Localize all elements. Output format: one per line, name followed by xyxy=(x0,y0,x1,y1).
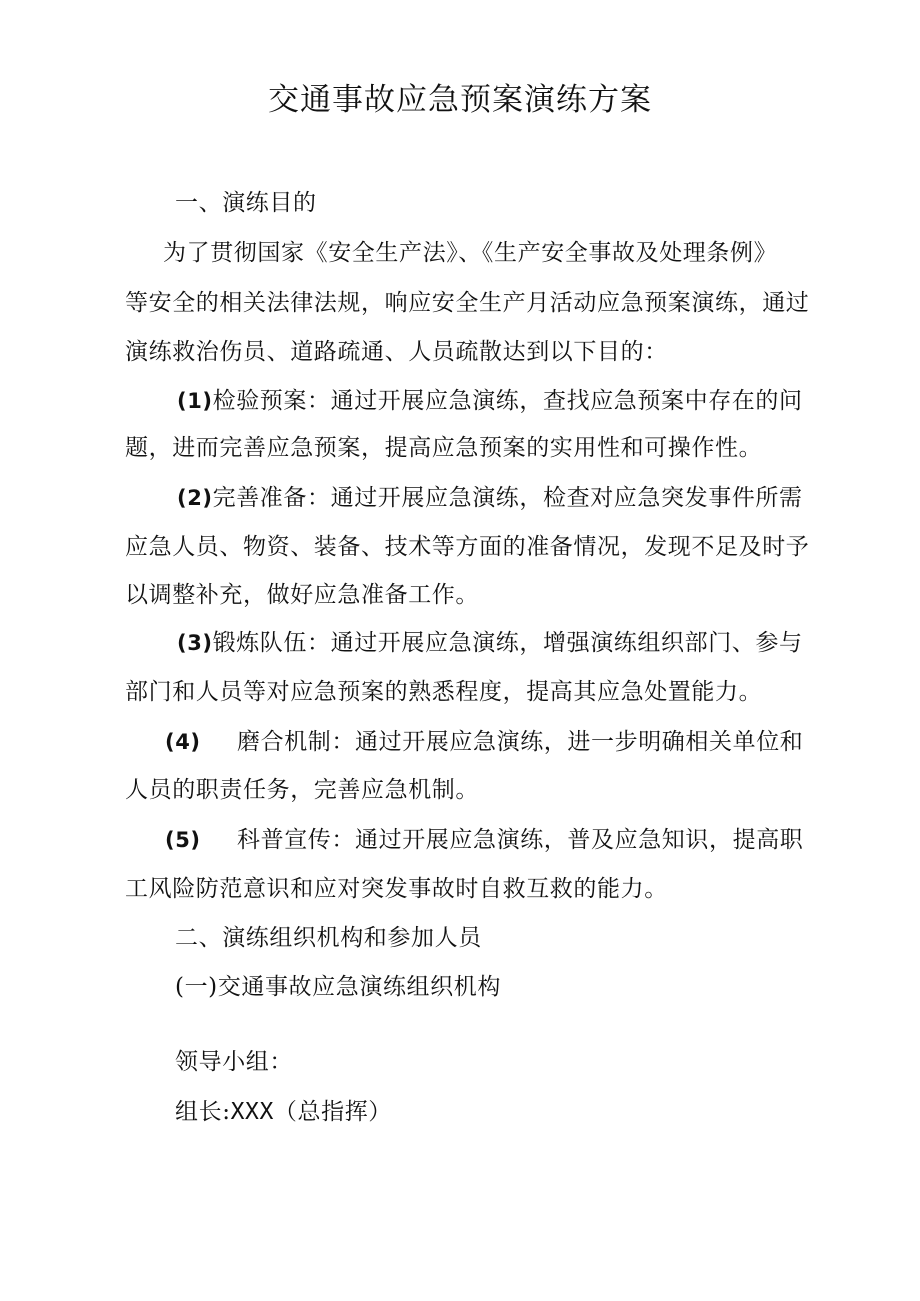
list-item-4-number: (4) xyxy=(165,730,201,754)
list-item-1-number: (1) xyxy=(177,389,213,413)
list-item-5-number: (5) xyxy=(165,828,201,852)
leader-role: （总指挥） xyxy=(273,1099,392,1125)
list-item-5-line-2: 工风险防范意识和应对突发事故时自救互救的能力。 xyxy=(125,876,668,902)
list-item-4-text: 磨合机制：通过开展应急演练，进一步明确相关单位和 xyxy=(237,729,804,755)
list-item-2-line-1 xyxy=(177,481,803,515)
subsection-heading-organization: (一)交通事故应急演练组织机构 xyxy=(175,974,501,1000)
list-item-4-line-2: 人员的职责任务，完善应急机制。 xyxy=(125,777,479,803)
list-item-2-line-3: 以调整补充，做好应急准备工作。 xyxy=(125,582,479,608)
list-item-1-line-1 xyxy=(177,384,803,418)
list-item-1-text: 检验预案：通过开展应急演练，查找应急预案中存在的问 xyxy=(212,388,803,414)
list-item-2-text: 完善准备：通过开展应急演练，检查对应急突发事件所需 xyxy=(212,485,803,511)
document-title: 交通事故应急预案演练方案 xyxy=(268,82,652,118)
leader-name: XXX xyxy=(230,1099,274,1125)
list-item-3-text: 锻炼队伍：通过开展应急演练，增强演练组织部门、参与 xyxy=(212,630,803,656)
list-item-5-line-1 xyxy=(165,823,803,857)
list-item-5-text: 科普宣传：通过开展应急演练，普及应急知识，提高职 xyxy=(237,827,804,853)
leader-group-label: 领导小组： xyxy=(175,1049,293,1075)
intro-line-3: 演练救治伤员、道路疏通、人员疏散达到以下目的： xyxy=(125,339,668,365)
list-item-3-number: (3) xyxy=(177,631,213,655)
list-item-3-line-1 xyxy=(177,626,803,660)
list-item-2-number: (2) xyxy=(177,486,213,510)
leader-line xyxy=(175,1095,392,1129)
section-heading-organization: 二、演练组织机构和参加人员 xyxy=(175,925,482,951)
list-item-1-line-2: 题，进而完善应急预案，提高应急预案的实用性和可操作性。 xyxy=(125,435,763,461)
list-item-3-line-2: 部门和人员等对应急预案的熟悉程度，提高其应急处置能力。 xyxy=(125,679,763,705)
list-item-4-line-1 xyxy=(165,725,803,759)
intro-line-1: 为了贯彻国家《安全生产法》、《生产安全事故及处理条例》 xyxy=(163,240,778,266)
intro-line-2: 等安全的相关法律法规，响应安全生产月活动应急预案演练，通过 xyxy=(125,290,810,316)
leader-prefix: 组长: xyxy=(175,1099,231,1125)
list-item-2-line-2: 应急人员、物资、装备、技术等方面的准备情况，发现不足及时予 xyxy=(125,534,810,560)
section-heading-purpose: 一、演练目的 xyxy=(175,190,317,216)
